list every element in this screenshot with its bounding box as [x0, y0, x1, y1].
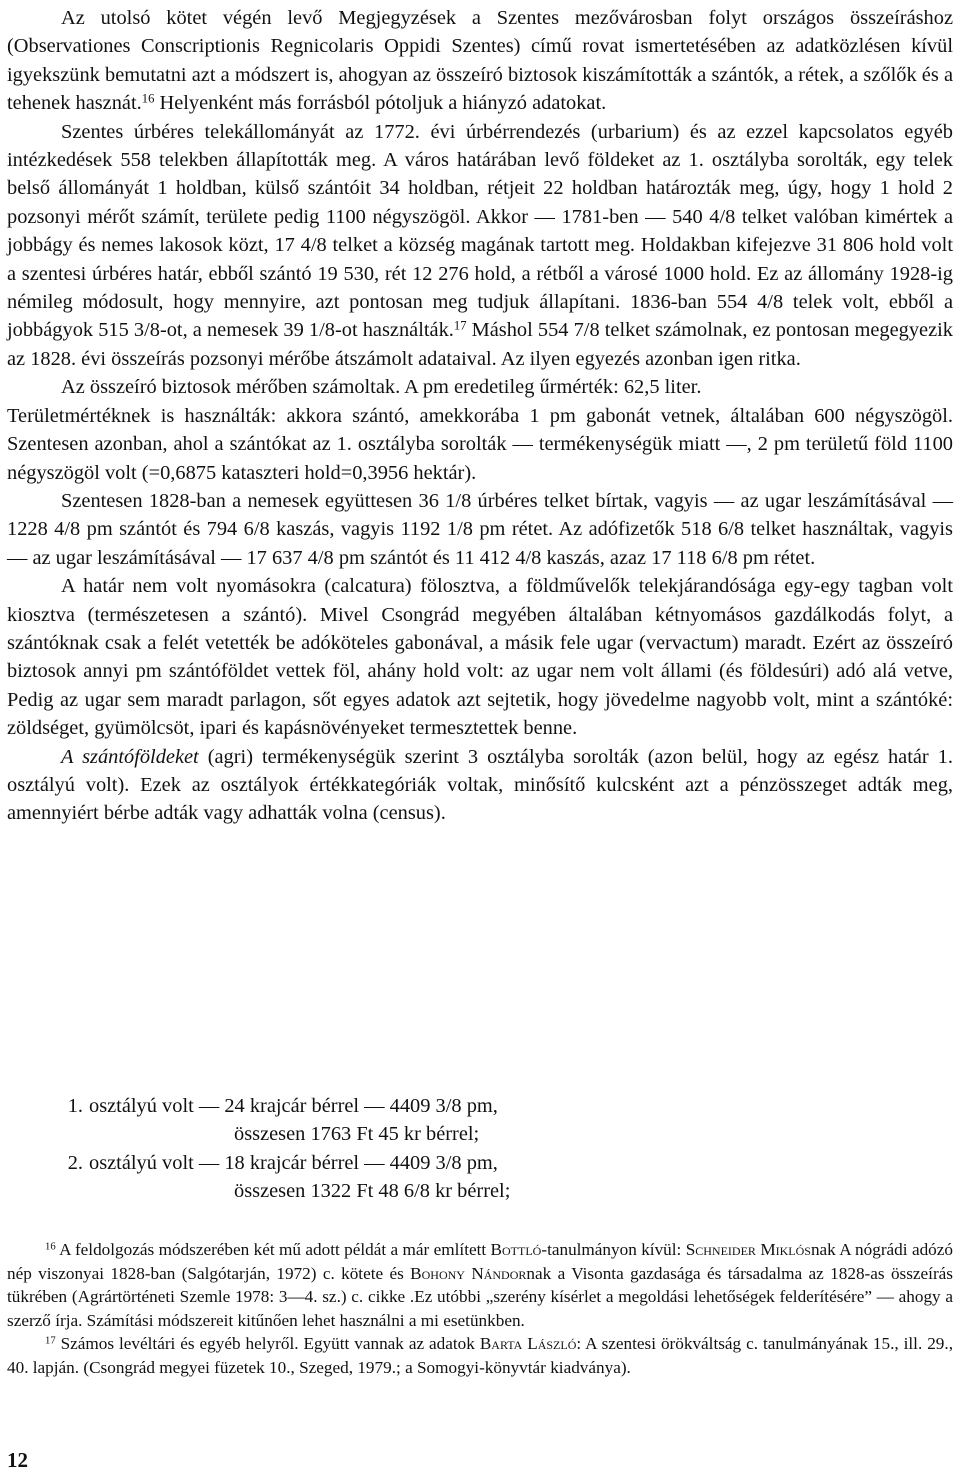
- list-item: [7, 1092, 953, 1149]
- author-name: Bohony Nándor: [410, 1263, 527, 1283]
- text-run: Az utolsó kötet végén levő Megjegyzések a Szentes mezővárosban folyt országos összeíráshoz (Observationes Conscriptionis Regnicolaris Oppidi Szentes) című rovat ismertetésében az adatközlésen kívül igyekszünk bemutatni azt a módszert is, ahogyan az összeíró biztosok kiszámították a szántók, a rétek, a szőlők és a tehenek hasznát.: [7, 7, 953, 115]
- text-run: -tanulmányon kívül:: [541, 1240, 686, 1259]
- census-class-list: [7, 1092, 953, 1206]
- text-run: Számos levéltári és egyéb helyről. Együtt vannak az adatok: [55, 1334, 480, 1354]
- text-run: Szentes úrbéres telekállományát az 1772. évi úrbérrendezés (urbarium) és az ezzel kapcsolatos egyéb intézkedések 558 telekben állapították meg. A város határában levő földeket az 1. osztályba sorolták, egy telek belső állományát 1 holdban, külső szántóit 34 holdban, rétjeit 22 holdban határozták meg, úgy, hogy 1 hold 2 pozsonyi mérőt számít, területe pedig 1100 négyszögöl. Akkor — 1781-ben — 540 4/8 telket valóban kimértek a jobbágy és nemes lakosok közt, 17 4/8 telket a község magának tartott meg. Holdakban kifejezve 31 806 hold volt a szentesi úrbéres határ, ebből szántó 19 530, rét 12 276 hold, a rétből a városé 1000 hold. Ez az állomány 1928-ig némileg módosult, hogy mennyire, azt pontosan meg tudjuk állapítani. 1836-ban 554 4/8 telek volt, ebből a jobbágyok 515 3/8-ot, a nemesek 39 1/8-ot használták.: [7, 120, 953, 342]
- text-run: Szentesen 1828-ban a nemesek együttesen 36 1/8 úrbéres telket bírtak, vagyis — az ugar leszámításával — 1228 4/8 pm szántót és 794 6/8 kaszás, vagyis 1192 1/8 pm rétet. Az adófizetők 518 6/8 telket használtak, vagyis — az ugar leszámításával — 17 637 4/8 pm szántót és 11 412 4/8 kaszás, azaz 17 118 6/8 pm rétet.: [7, 489, 953, 569]
- text-run: : A szentesi örökváltság c. tanulmányának 15., ill. 29., 40. lapján. (Csongrád megyei füzetek 10., Szeged, 1979.; a Somogyi-könyvtár kiadványa).: [7, 1334, 953, 1377]
- text-run: nak A nógrádi adózó nép viszonyai 1828-ban (Salgótarján, 1972) c. kötete és: [7, 1240, 953, 1283]
- footnote: [7, 1238, 953, 1332]
- list-number: 2.: [67, 1151, 83, 1174]
- text-run: Az összeíró biztosok mérőben számoltak. A pm eredetileg űrmérték: 62,5 liter.: [61, 376, 702, 399]
- paragraph: [7, 373, 953, 401]
- author-name: Bottló: [490, 1240, 542, 1259]
- text-run: (agri) termékenységük szerint 3 osztályba sorolták (azon belül, hogy az egész határ 1. osztályú volt). Ezek az osztályok értékkategóriák voltak, minősítő kulcsként azt a pénzösszeget adták meg, amennyiért bérbe adták vagy adhatták volna (census).: [7, 745, 954, 825]
- text-run: A feldolgozás módszerében két mű adott példát a már említett: [55, 1240, 491, 1259]
- paragraph: [7, 487, 953, 572]
- list-line: összesen 1763 Ft 45 kr bérrel;: [234, 1123, 480, 1146]
- footnote: [7, 1332, 953, 1379]
- paragraph: [7, 118, 953, 374]
- list-line: osztályú volt — 18 krajcár bérrel — 4409 3/8 pm,: [89, 1151, 498, 1174]
- emphasis-text: A szántóföldeket: [61, 745, 199, 768]
- text-run: Területmértéknek is használták: akkora szántó, amekkorába 1 pm gabonát vetnek, általában 600 négyszögöl. Szentesen azonban, ahol a szántókat az 1. osztályba sorolták — termékenységük miatt —, 2 pm területű föld 1100 négyszögöl volt (=0,6875 kataszteri hold=0,3956 hektár).: [7, 404, 953, 484]
- footnote-ref: 17: [453, 319, 467, 334]
- list-line: osztályú volt — 24 krajcár bérrel — 4409 3/8 pm,: [89, 1095, 498, 1117]
- paragraph: [7, 4, 953, 118]
- text-run: nak a Visonta gazdasága és társadalma az 1828-as összeírás tükrében (Agrártörténeti Szemle 1978: 3—4. sz.) c. cikke .Ez utóbbi „szerény kísérlet a megoldási lehetőségek felderítésére” — ahogy a szerző írja. Számítási módszereit kitűnően lehet használni a mi esetünkben.: [7, 1263, 953, 1330]
- list-item: [7, 1149, 953, 1206]
- author-name: Schneider Miklós: [685, 1240, 811, 1259]
- text-run: A határ nem volt nyomásokra (calcatura) fölosztva, a földművelők telekjárandósága egy-egy tagban volt kiosztva (természetesen a szántó). Mivel Csongrád megyében általában kétnyomásos gazdálkodás folyt, a szántóknak csak a felét vetették be adóköteles gabonával, a másik fele ugar (vervactum) maradt. Ezért az összeíró biztosok annyi pm szántóföldet vettek föl, ahány hold volt: az ugar nem volt állami (és földesúri) adó alá vetve, Pedig az ugar sem maradt parlagon, sőt egyes adatok azt sejtetik, hogy jövedelme nagyobb volt, mint a szántóké: zöldséget, gyümölcsöt, ipari és kapásnövényeket termesztettek benne.: [7, 575, 953, 740]
- footnote-ref: 16: [45, 1241, 56, 1253]
- footnotes: [7, 1238, 953, 1380]
- page-number: 12: [7, 1448, 28, 1472]
- text-run: Máshol 554 7/8 telket számolnak, ez pontosan megegyezik az 1828. évi összeírás pozsonyi mérőbe átszámolt adataival. Az ilyen egyezés azonban igen ritka.: [7, 319, 954, 370]
- author-name: Barta László: [479, 1334, 577, 1354]
- text-run: Helyenként más forrásból pótoljuk a hiányzó adatokat.: [154, 92, 607, 115]
- list-line: összesen 1322 Ft 48 6/8 kr bérrel;: [234, 1180, 511, 1203]
- main-text: [7, 4, 953, 828]
- footnote-ref: 17: [45, 1336, 56, 1348]
- paragraph: [7, 402, 953, 487]
- footnote-ref: 16: [141, 91, 155, 106]
- list-number: 1.: [67, 1095, 83, 1117]
- paragraph: [7, 572, 953, 742]
- paragraph: [7, 743, 953, 828]
